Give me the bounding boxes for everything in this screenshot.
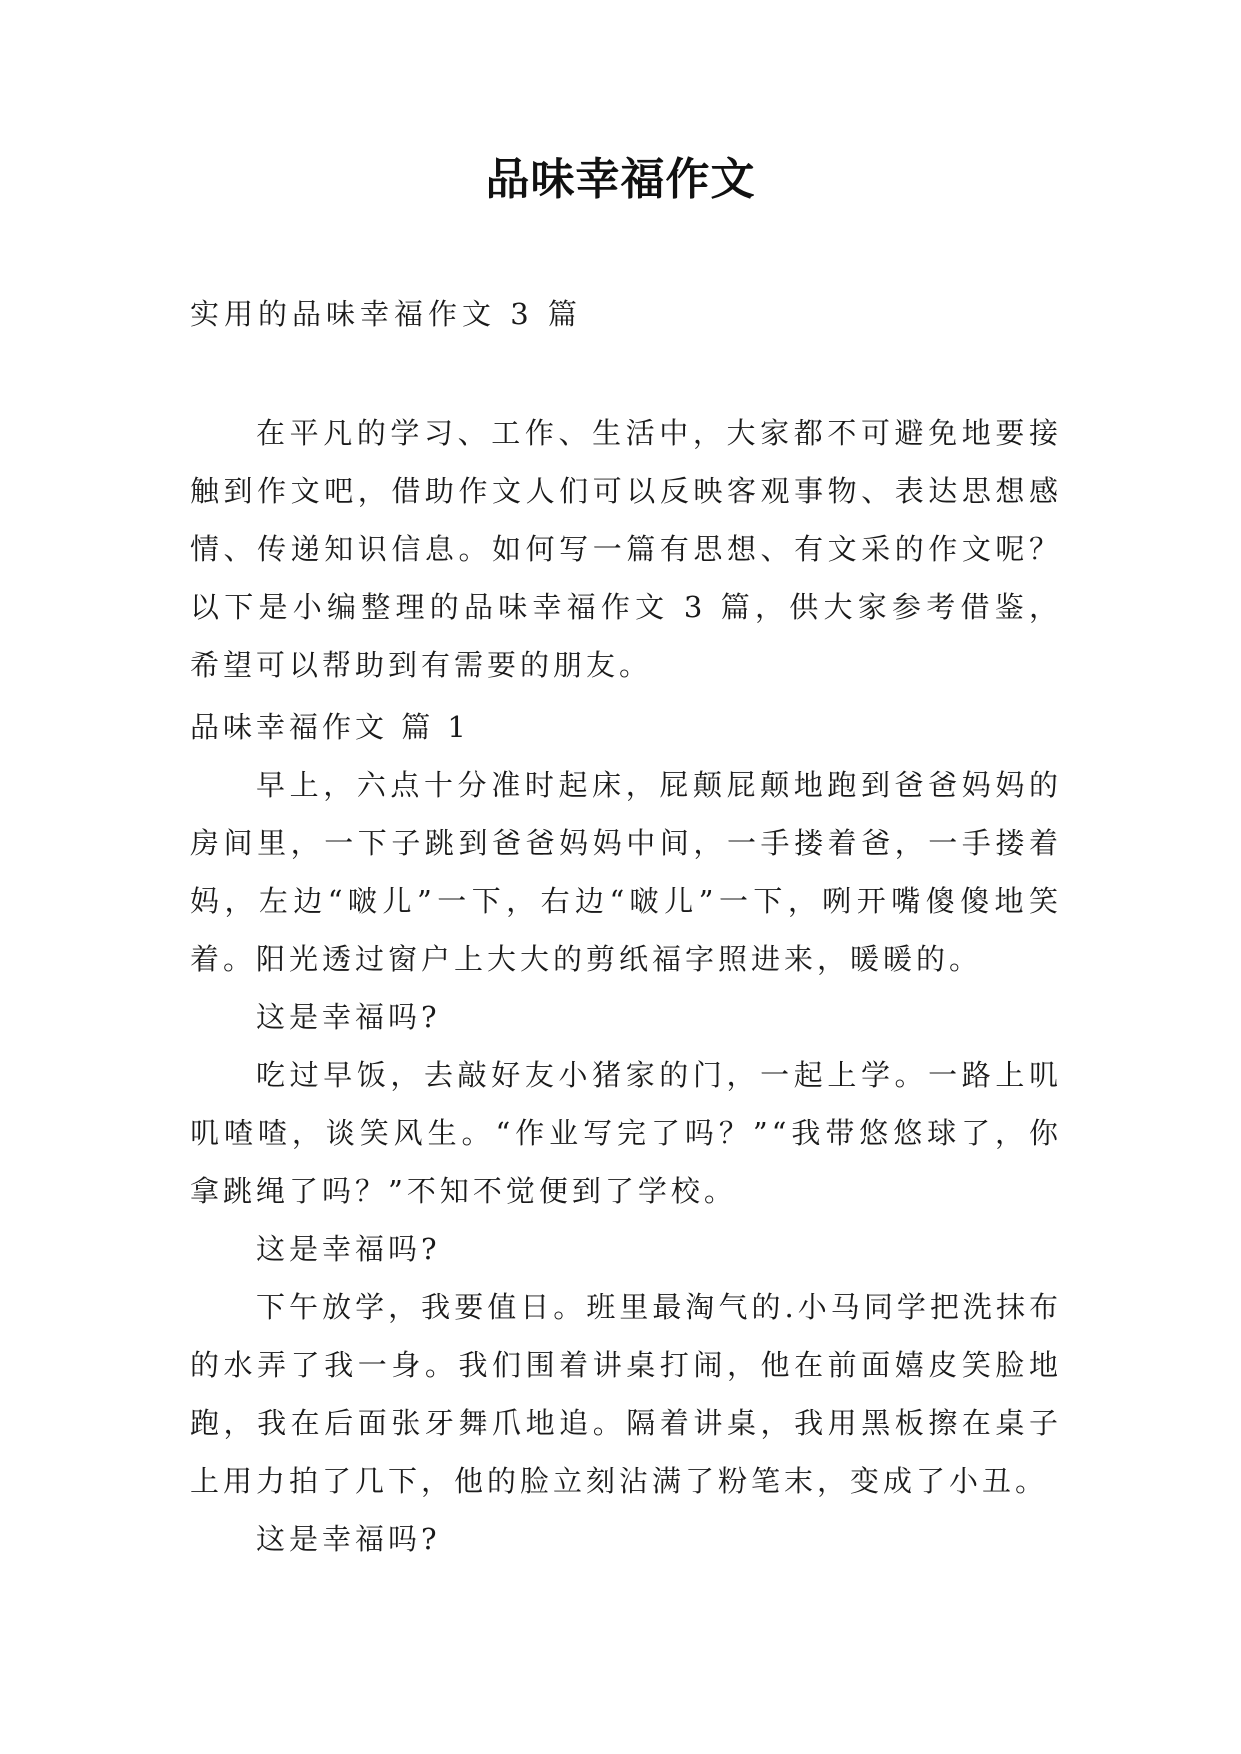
article-body — [190, 698, 1062, 1568]
paragraph: 吃过早饭，去敲好友小猪家的门，一起上学。一路上叽叽喳喳，谈笑风生。“作业写完了吗？”“我带悠悠球了，你拿跳绳了吗？”不知不觉便到了学校。 — [190, 1058, 1062, 1208]
paragraph: 下午放学，我要值日。班里最淘气的.小马同学把洗抹布的水弄了我一身。我们围着讲桌打闹，他在前面嬉皮笑脸地跑，我在后面张牙舞爪地追。隔着讲桌，我用黑板擦在桌子上用力拍了几下，他的脸立刻沾满了粉笔末，变成了小丑。 — [190, 1290, 1062, 1498]
document-subtitle: 实用的品味幸福作文 3 篇 — [190, 297, 582, 331]
paragraph: 这是幸福吗? — [256, 1522, 441, 1556]
paragraph: 这是幸福吗? — [256, 1232, 441, 1266]
document-title: 品味幸福作文 — [485, 154, 756, 205]
section-heading: 品味幸福作文 篇 1 — [190, 710, 470, 744]
paragraph: 早上，六点十分准时起床，屁颠屁颠地跑到爸爸妈妈的房间里，一下子跳到爸爸妈妈中间，一手搂着爸，一手搂着妈，左边“啵儿”一下，右边“啵儿”一下，咧开嘴傻傻地笑着。阳光透过窗户上大大的剪纸福字照进来，暖暖的。 — [190, 768, 1062, 976]
intro-paragraph: 在平凡的学习、工作、生活中，大家都不可避免地要接触到作文吧，借助作文人们可以反映客观事物、表达思想感情、传递知识信息。如何写一篇有思想、有文采的作文呢？以下是小编整理的品味幸福作文 3 篇，供大家参考借鉴，希望可以帮助到有需要的朋友。 — [190, 416, 1062, 682]
paragraph: 这是幸福吗? — [256, 1000, 441, 1034]
